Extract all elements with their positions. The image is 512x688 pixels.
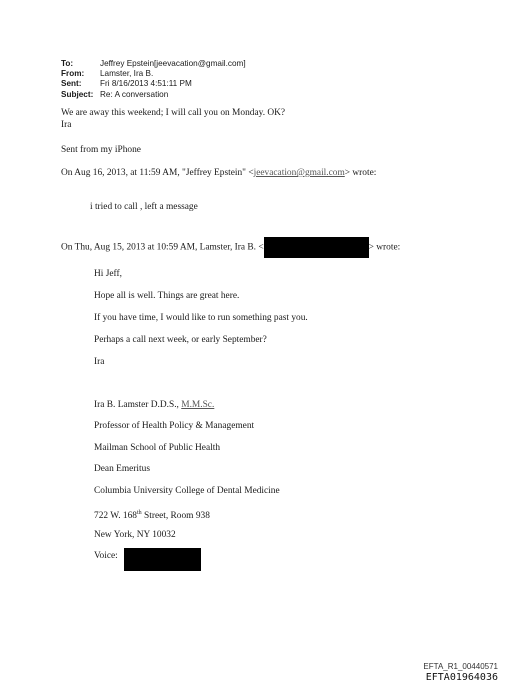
subject-value: Re: A conversation xyxy=(100,89,169,99)
quote-1-text: i tried to call , left a message xyxy=(90,202,198,212)
quote-2-attribution xyxy=(61,237,400,258)
voice-label: Voice: xyxy=(94,551,118,561)
redaction-box xyxy=(264,237,369,258)
signature-college: Columbia University College of Dental Medicine xyxy=(94,486,280,496)
signature-name-text: Ira B. Lamster D.D.S., xyxy=(94,400,182,410)
signature-degree-link[interactable]: M.M.Sc. xyxy=(181,400,215,410)
sent-value: Fri 8/16/2013 4:51:11 PM xyxy=(100,79,192,89)
signature-title: Professor of Health Policy & Management xyxy=(94,421,255,431)
sign-off: Ira xyxy=(94,357,105,367)
signature-voice xyxy=(94,550,118,562)
footer-id-2: EFTA01964036 xyxy=(425,672,498,683)
to-row xyxy=(61,59,246,69)
to-value: Jeffrey Epstein[jeevacation@gmail.com] xyxy=(100,59,246,68)
voice-redaction-box xyxy=(124,548,201,571)
body-line-2: Ira xyxy=(61,120,72,130)
sent-label: Sent: xyxy=(61,79,82,89)
sent-row xyxy=(61,79,246,89)
address-superscript: th xyxy=(136,510,142,516)
signature-name xyxy=(94,399,214,411)
signature-dean: Dean Emeritus xyxy=(94,464,150,474)
signature-address xyxy=(94,507,210,522)
email-header xyxy=(61,59,246,100)
paragraph-3: Perhaps a call next week, or early September? xyxy=(94,335,267,345)
quote-1-suffix: > wrote: xyxy=(344,168,377,178)
greeting: Hi Jeff, xyxy=(94,269,122,279)
from-row xyxy=(61,69,246,79)
to-label: To: xyxy=(61,59,74,68)
paragraph-1: Hope all is well. Things are great here. xyxy=(94,291,240,301)
quote-1-attribution xyxy=(61,167,376,179)
from-value: Lamster, Ira B. xyxy=(100,69,154,79)
quote-2-suffix: > wrote: xyxy=(368,242,401,253)
paragraph-2: If you have time, I would like to run something past you. xyxy=(94,313,308,323)
signature-school: Mailman School of Public Health xyxy=(94,443,221,453)
address-part-a: 722 W. 168 xyxy=(94,511,137,522)
body-line-1: We are away this weekend; I will call you on Monday. OK? xyxy=(61,108,286,118)
address-part-b: Street, Room 938 xyxy=(141,511,210,522)
signature-city: New York, NY 10032 xyxy=(94,530,176,540)
quote-1-email-link[interactable]: jeevacation@gmail.com xyxy=(253,168,345,178)
subject-label: Subject: xyxy=(61,89,94,99)
subject-row xyxy=(61,90,246,100)
quote-1-prefix: On Aug 16, 2013, at 11:59 AM, "Jeffrey Epstein" < xyxy=(61,168,254,178)
footer-id-1: EFTA_R1_00440571 xyxy=(423,662,498,671)
from-label: From: xyxy=(61,69,85,79)
quote-2-prefix: On Thu, Aug 15, 2013 at 10:59 AM, Lamster, Ira B. < xyxy=(61,242,264,253)
sent-from-line: Sent from my iPhone xyxy=(61,145,141,155)
